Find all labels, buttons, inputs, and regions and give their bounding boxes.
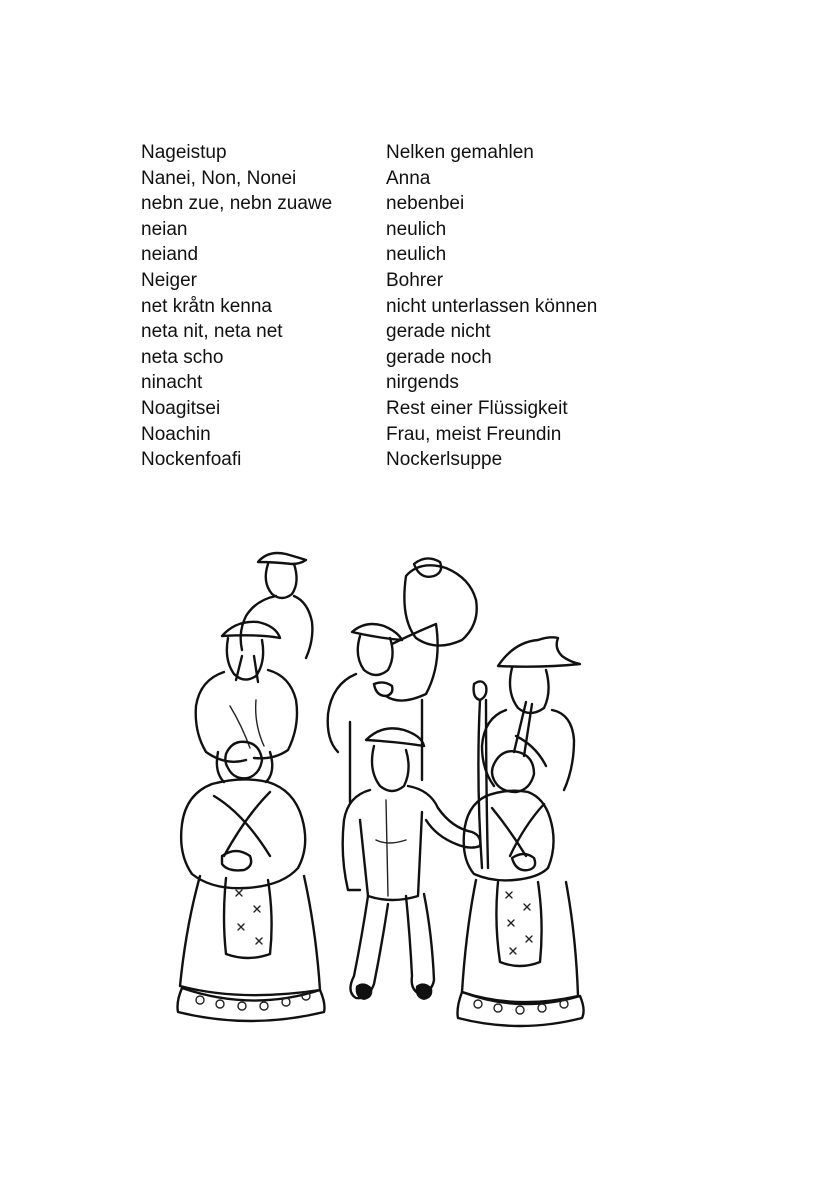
glossary-entry [141,166,701,192]
glossary-term: Nageistup [141,142,227,163]
glossary-meaning: Frau, meist Freundin [386,423,562,445]
glossary-entry [141,268,701,294]
glossary-term: neiand [141,244,199,266]
glossary-meaning: Rest einer Flüssigkeit [386,397,568,419]
glossary-meaning: nebenbei [386,193,465,215]
glossary-meaning: Nockerlsuppe [386,449,503,471]
glossary-entry [141,396,701,422]
glossary-term: neian [141,218,188,240]
glossary-list [141,140,701,473]
glossary-entry [141,447,701,473]
glossary-entry [141,370,701,396]
glossary-meaning: nirgends [386,372,459,394]
left-figure-group [178,553,325,1021]
glossary-term: nebn zue, nebn zuawe [141,193,333,215]
glossary-meaning: Nelken gemahlen [386,142,534,163]
glossary-term: Noagitsei [141,397,221,419]
glossary-entry [141,140,701,166]
glossary-meaning: gerade noch [386,346,492,368]
folk-figures-sketch [160,540,640,1040]
glossary-meaning: nicht unterlassen können [386,295,598,317]
glossary-entry [141,319,701,345]
glossary-entry [141,294,701,320]
glossary-entry [141,242,701,268]
glossary-meaning: Anna [386,167,431,189]
right-figure-group [458,637,584,1026]
glossary-term: Noachin [141,423,211,445]
glossary-term: Nockenfoafi [141,449,242,471]
glossary-entry [141,191,701,217]
glossary-term: neta nit, neta net [141,321,283,343]
glossary-entry [141,217,701,243]
glossary-entry [141,345,701,371]
glossary-meaning: Bohrer [386,269,444,291]
glossary-term: Neiger [141,269,197,291]
folk-figures-drawing [160,540,640,1040]
glossary-term: net kråtn kenna [141,295,272,317]
glossary-term: ninacht [141,372,203,394]
middle-figure-group [328,558,488,1000]
glossary-term: neta scho [141,346,224,368]
glossary-entry [141,422,701,448]
glossary-meaning: gerade nicht [386,321,491,343]
glossary-meaning: neulich [386,218,447,240]
glossary-meaning: neulich [386,244,447,266]
glossary-term: Nanei, Non, Nonei [141,167,297,189]
